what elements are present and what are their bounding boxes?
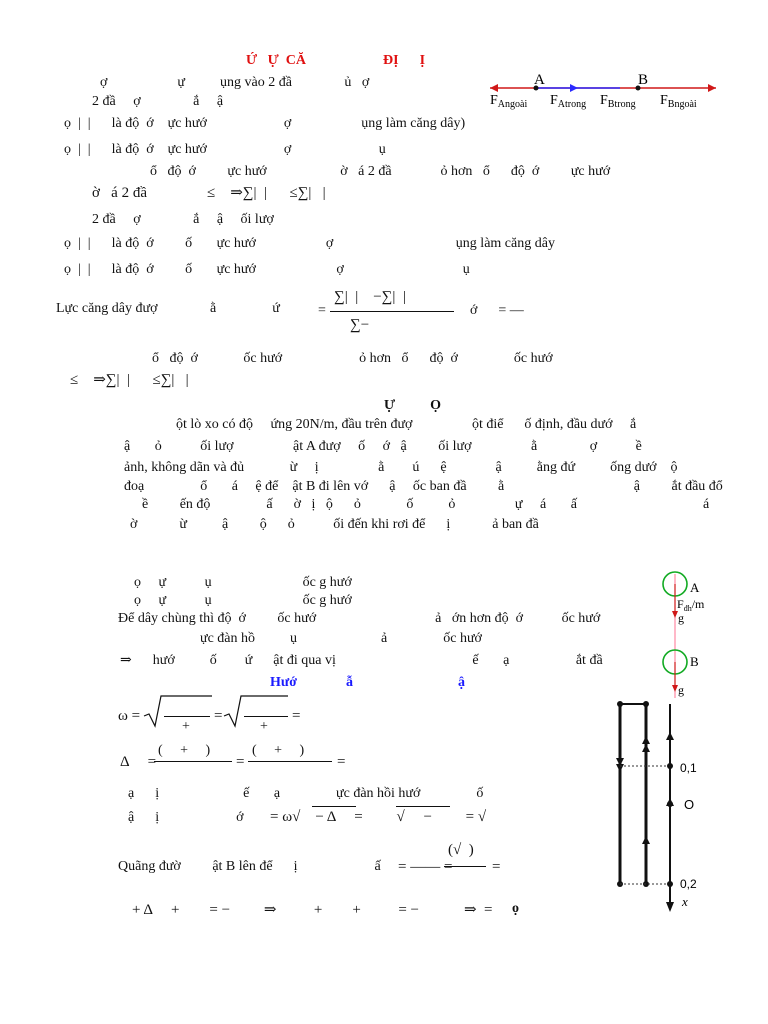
tension-right: ớ = — — [470, 303, 524, 318]
velocity-left: ậ ị ớ — [128, 810, 244, 825]
block-a-label: A — [690, 580, 700, 595]
case2-line-3: ọ | | là độ ớ ố ực hướ ợ ụ — [64, 262, 470, 277]
delta-eq-3: = — [337, 754, 346, 770]
spring-diagram — [600, 566, 720, 916]
distance-frac-bar — [444, 866, 486, 867]
arrow-up-icon — [642, 736, 650, 744]
velocity-formula: = ω√ − Δ = √ − = √ — [270, 809, 487, 825]
delta-frac-bar-2 — [248, 761, 332, 762]
example-line-3: ảnh, không dãn và đủ ừ ị ằ ú ệ ậ ằng đứ ống dướ ộ — [124, 460, 678, 475]
force-a-outer: $F_{Angoài}$ — [490, 93, 528, 110]
distance-num: (√ ) — [448, 842, 474, 858]
final-line: + Δ + = − ⇒ + + = − ⇒ = — [132, 902, 493, 918]
case1-line-4: ờ á 2 đầ ≤ ⇒∑| | ≤∑| | — [92, 185, 326, 201]
origin-point-icon — [667, 801, 673, 807]
axis-label-x: x — [682, 894, 688, 909]
force-diagram — [488, 68, 718, 138]
omega-frac-2: + — [260, 719, 268, 734]
omega-frac-1: + — [182, 719, 190, 734]
velocity-sqrt-bar-1 — [312, 806, 356, 807]
tension-denominator: ∑− — [350, 317, 370, 333]
force-a-inner: $F_{Atrong}$ — [550, 93, 587, 110]
guide-heading: Hướ ẫ ậ — [270, 675, 466, 690]
example-line-4: đoạ ổ á ệ để ật B đi lên vớ ậ ốc ban đầ ằ ậ ắt đầu đổ — [124, 479, 723, 494]
case2-line-1: 2 đầ ợ ắ ậ ối lượ — [92, 212, 274, 227]
label-a: A — [534, 72, 545, 88]
solution-line-1: ọ ự ụ ốc g hướ — [134, 575, 352, 590]
gravity-label-a: g — [678, 611, 684, 625]
solution-line-2: ọ ự ụ ốc g hướ — [134, 593, 352, 608]
case2-end-2: ≤ ⇒∑| | ≤∑| | — [70, 372, 189, 388]
force-b-outer: $F_{Bngoài}$ — [660, 93, 697, 110]
delta-lhs: Δ = — [120, 754, 157, 770]
delta-num-2: ( + ) — [252, 743, 305, 758]
tick-point-icon-2 — [667, 881, 673, 887]
case1-line-1: ọ | | là độ ớ ực hướ ợ ụng làm căng dây) — [64, 116, 466, 131]
omega-eq-3: = — [292, 708, 301, 724]
example-heading: Ự Ọ — [384, 398, 442, 413]
delta-eq-2: = — [236, 754, 245, 770]
example-line-1: ột lò xo có độ ứng 20N/m, đầu trên đượ ột điể ố định, đầu dướ ắ — [176, 417, 637, 432]
tick-label-0-1: 0,1 — [680, 761, 697, 775]
arrow-up-icon-3 — [642, 836, 650, 844]
velocity-sqrt-bar-2 — [396, 806, 450, 807]
case1-line-3: ổ độ ớ ực hướ ờ á 2 đầ ỏ hơn ổ độ ớ ực hướ — [150, 164, 611, 179]
case1-line-2: ọ | | là độ ớ ực hướ ợ ụ — [64, 142, 386, 157]
example-line-2: ậ ỏ ối lượ ật A đượ ố ớ ậ ối lượ ằ ợ ề — [124, 439, 642, 454]
arrow-left-icon — [490, 84, 498, 92]
omega-eq-2: = — [214, 708, 223, 724]
delta-frac-bar-1 — [154, 761, 232, 762]
axis-arrow-icon — [666, 902, 674, 912]
intro-line-2: 2 đầ ợ ắ ậ — [92, 94, 224, 109]
arrow-up-axis-icon — [666, 732, 674, 740]
page-title: Ứ Ự CĂ ĐỊ Ị — [246, 53, 426, 68]
solution-line-3: Để dây chùng thì độ ớ ốc hướ ả ớn hơn độ ớ ốc hướ — [118, 611, 601, 626]
arrow-up-icon-2 — [642, 744, 650, 752]
case2-line-2: ọ | | là độ ớ ố ực hướ ợ ụng làm căng dây — [64, 236, 555, 251]
solution-line-5: ⇒ hướ ố ứ ật đi qua vị ế ạ ắt đầ — [120, 653, 603, 668]
node-icon-2 — [643, 701, 649, 707]
intro-line-1: ợ ự ụng vào 2 đầ ủ ợ — [100, 75, 370, 90]
arrow-down-rail-icon-2 — [616, 764, 624, 772]
node-icon — [617, 701, 623, 707]
distance-formula: = —— = — [398, 859, 453, 875]
example-line-6: ờ ừ ậ ộ ỏ ối đến khi rơi để ị ả ban đầ — [130, 517, 539, 532]
arrow-inner-icon — [570, 84, 578, 92]
omega-frac-bar-1 — [164, 716, 210, 717]
distance-tail: = — [492, 859, 501, 875]
omega-lhs: ω = — [118, 708, 141, 724]
tension-label: Lực căng dây đượ ằ ứ — [56, 301, 280, 316]
force-b-inner: $F_{Btrong}$ — [600, 93, 636, 110]
tick-point-icon — [667, 763, 673, 769]
example-line-5: ề ến độ ấ ờ ị ộ ỏ ố ỏ ự á ấ á — [142, 497, 710, 512]
force-label: $F_{đh}/m$ — [677, 597, 705, 613]
tick-label-o: O — [684, 797, 695, 812]
state-line: ạ ị ế ạ ực đàn hồi hướ ố — [128, 786, 484, 801]
final-end: ọ — [512, 901, 519, 916]
solution-line-4: ực đàn hồ ụ ả ốc hướ — [200, 631, 482, 646]
gravity-label-b: g — [678, 683, 684, 697]
distance-left: Quãng đườ ật B lên để ị ấ — [118, 859, 381, 874]
tension-eq: = — [318, 303, 326, 318]
case2-end-1: ổ độ ớ ốc hướ ỏ hơn ổ độ ớ ốc hướ — [152, 351, 553, 366]
tick-label-0-2: 0,2 — [680, 877, 697, 891]
tension-numerator: ∑| | −∑| | — [334, 289, 406, 305]
fraction-bar — [330, 311, 454, 312]
block-b-label: B — [690, 654, 699, 669]
label-b: B — [638, 72, 649, 88]
delta-num-1: ( + ) — [158, 743, 211, 758]
arrow-right-icon — [708, 84, 716, 92]
omega-frac-bar-2 — [244, 716, 288, 717]
